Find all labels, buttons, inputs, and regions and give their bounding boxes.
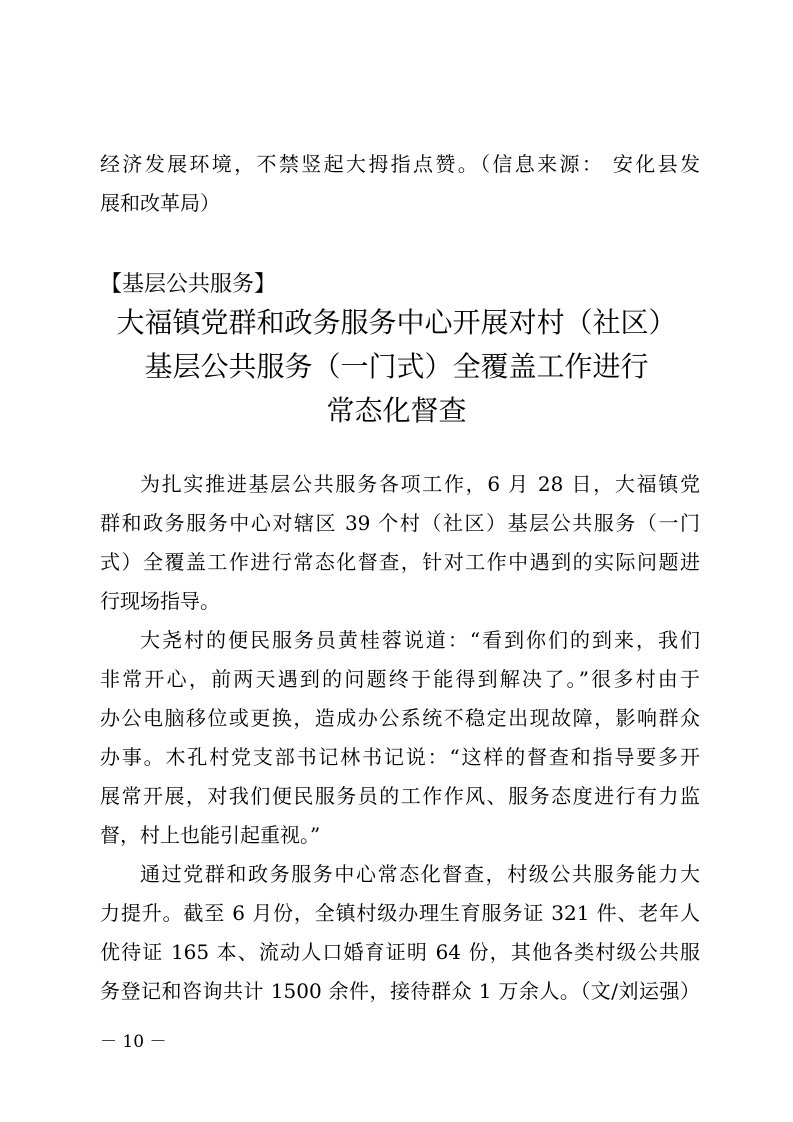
paragraph-line: 办事。木孔村党支部书记林书记说：“这样的督查和指导要多开 <box>100 745 700 769</box>
paragraph-line: 群和政务服务中心对辖区 39 个村（社区）基层公共服务（一门 <box>100 511 700 535</box>
paragraph-line: 务登记和咨询共计 1500 余件，接待群众 1 万余人。（文/刘运强） <box>100 979 700 1003</box>
section-tag: 【基层公共服务】 <box>100 272 277 297</box>
paragraph-line: 督，村上也能引起重视。” <box>100 823 321 847</box>
prev-article-line: 经济发展环境，不禁竖起大拇指点赞。（信息来源： 安化县发 <box>100 152 700 176</box>
paragraph-line: 力提升。截至 6 月份，全镇村级办理生育服务证 321 件、老年人 <box>100 901 700 925</box>
article-title-line: 基层公共服务（一门式）全覆盖工作进行 <box>144 350 649 383</box>
paragraph-line: 大尧村的便民服务员黄桂蓉说道：“看到你们的到来，我们 <box>140 628 700 652</box>
paragraph-line: 展常开展，对我们便民服务员的工作作风、服务态度进行有力监 <box>100 784 700 808</box>
page-number: － 10 － <box>100 1032 167 1052</box>
paragraph-line: 办公电脑移位或更换，造成办公系统不稳定出现故障，影响群众 <box>100 706 700 730</box>
paragraph-line: 通过党群和政务服务中心常态化督查，村级公共服务能力大 <box>140 862 700 886</box>
paragraph-line: 行现场指导。 <box>100 589 220 613</box>
paragraph-line: 式）全覆盖工作进行常态化督查，针对工作中遇到的实际问题进 <box>100 550 700 574</box>
paragraph-line: 为扎实推进基层公共服务各项工作，6 月 28 日，大福镇党 <box>140 472 700 496</box>
prev-article-line: 展和改革局） <box>100 191 220 215</box>
paragraph-line: 非常开心，前两天遇到的问题终于能得到解决了。”很多村由于 <box>100 667 700 691</box>
paragraph-line: 优待证 165 本、流动人口婚育证明 64 份，其他各类村级公共服 <box>100 940 700 964</box>
article-title-line: 大福镇党群和政务服务中心开展对村（社区） <box>116 306 677 339</box>
article-title-line: 常态化督查 <box>326 394 467 427</box>
